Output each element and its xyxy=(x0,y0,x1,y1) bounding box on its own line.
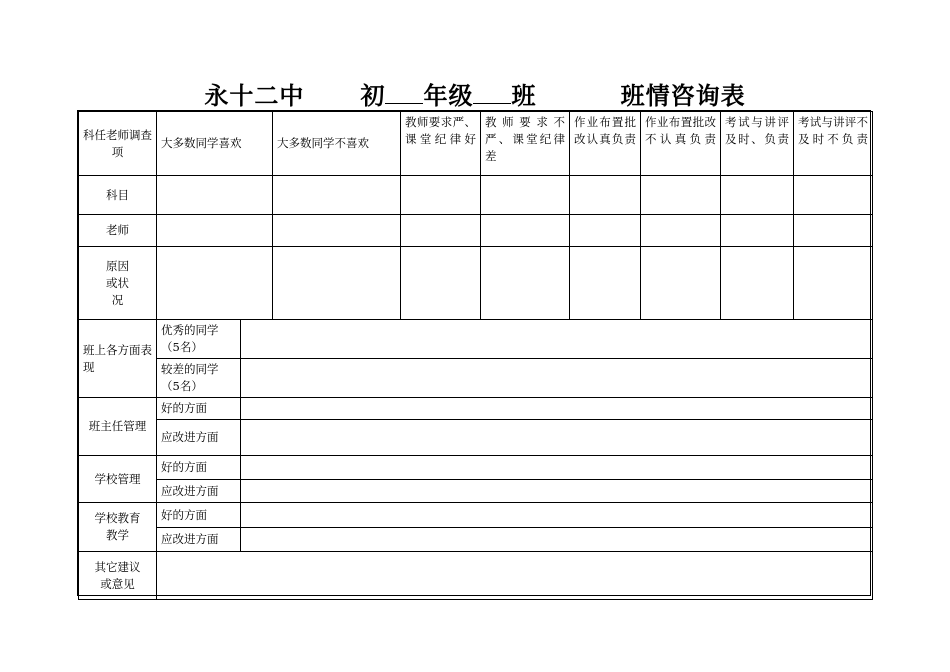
cell-input[interactable] xyxy=(481,176,570,215)
col-header-like: 大多数同学喜欢 xyxy=(157,112,273,176)
row-label-reason: 原因或状况 xyxy=(79,247,157,320)
cell-input[interactable] xyxy=(721,215,794,247)
cell-input[interactable] xyxy=(641,176,721,215)
answer-field[interactable] xyxy=(241,398,873,420)
school-edu-row-improve xyxy=(79,528,873,552)
cell-input[interactable] xyxy=(273,215,401,247)
cell-input[interactable] xyxy=(157,215,273,247)
col-header-exam-poor: 考试与讲评不及时不负责 xyxy=(794,112,873,176)
other-row xyxy=(79,552,873,600)
school-mgmt-row-improve xyxy=(79,480,873,503)
school-mgmt-row-good xyxy=(79,456,873,480)
answer-field[interactable] xyxy=(241,503,873,528)
header-row xyxy=(79,112,873,176)
section-label-school-edu: 学校教育教学 xyxy=(79,503,157,552)
answer-field[interactable] xyxy=(157,552,873,600)
section-label-school-mgmt: 学校管理 xyxy=(79,456,157,503)
sub-label-good: 好的方面 xyxy=(157,456,241,480)
col-header-lax: 教师要求不严、课堂纪律差 xyxy=(481,112,570,176)
cell-input[interactable] xyxy=(721,176,794,215)
title-grade: 年级 xyxy=(423,82,474,110)
row-label-subject: 科目 xyxy=(79,176,157,215)
sub-label-good: 好的方面 xyxy=(157,503,241,528)
cell-input[interactable] xyxy=(401,176,481,215)
class-performance-row-poor xyxy=(79,359,873,398)
cell-input[interactable] xyxy=(401,215,481,247)
cell-input[interactable] xyxy=(794,247,873,320)
head-teacher-row-good xyxy=(79,398,873,420)
sub-label-good-students: 优秀的同学（5名） xyxy=(157,320,241,359)
sub-label-poor-students: 较差的同学（5名） xyxy=(157,359,241,398)
sub-label-improve: 应改进方面 xyxy=(157,528,241,552)
section-label-head-teacher: 班主任管理 xyxy=(79,398,157,456)
cell-input[interactable] xyxy=(401,247,481,320)
sub-label-good: 好的方面 xyxy=(157,398,241,420)
cell-input[interactable] xyxy=(641,215,721,247)
title-grade-prefix: 初 xyxy=(360,82,386,110)
cell-input[interactable] xyxy=(273,176,401,215)
cell-input[interactable] xyxy=(570,176,641,215)
title-class: 班 xyxy=(511,82,537,110)
answer-field[interactable] xyxy=(241,359,873,398)
row-label-teacher: 老师 xyxy=(79,215,157,247)
teacher-row xyxy=(79,215,873,247)
answer-field[interactable] xyxy=(241,480,873,503)
school-edu-row-good xyxy=(79,503,873,528)
cell-input[interactable] xyxy=(481,247,570,320)
col-header-homework-poor: 作业布置批改不认真负责 xyxy=(641,112,721,176)
sub-label-improve: 应改进方面 xyxy=(157,420,241,456)
cell-input[interactable] xyxy=(481,215,570,247)
cell-input[interactable] xyxy=(157,247,273,320)
inquiry-table xyxy=(77,110,871,596)
cell-input[interactable] xyxy=(273,247,401,320)
form-title xyxy=(0,76,950,111)
answer-field[interactable] xyxy=(241,528,873,552)
col-header-strict: 教师要求严、课堂纪律好 xyxy=(401,112,481,176)
head-teacher-row-improve xyxy=(79,420,873,456)
class-blank[interactable] xyxy=(473,81,511,104)
subject-row xyxy=(79,176,873,215)
cell-input[interactable] xyxy=(157,176,273,215)
cell-input[interactable] xyxy=(570,247,641,320)
answer-field[interactable] xyxy=(241,456,873,480)
answer-field[interactable] xyxy=(241,320,873,359)
class-performance-row-good xyxy=(79,320,873,359)
grade-blank[interactable] xyxy=(385,81,423,104)
section-label-class-performance: 班上各方面表现 xyxy=(79,320,157,398)
cell-input[interactable] xyxy=(794,215,873,247)
cell-input[interactable] xyxy=(794,176,873,215)
answer-field[interactable] xyxy=(241,420,873,456)
col-header-homework-good: 作业布置批改认真负责 xyxy=(570,112,641,176)
title-school: 永十二中 xyxy=(204,82,305,110)
title-form-name: 班情咨询表 xyxy=(620,82,746,110)
reason-row xyxy=(79,247,873,320)
section-label-other: 其它建议或意见 xyxy=(79,552,157,600)
cell-input[interactable] xyxy=(641,247,721,320)
sub-label-improve: 应改进方面 xyxy=(157,480,241,503)
corner-cell: 科任老师调查项 xyxy=(79,112,157,176)
cell-input[interactable] xyxy=(570,215,641,247)
col-header-dislike: 大多数同学不喜欢 xyxy=(273,112,401,176)
cell-input[interactable] xyxy=(721,247,794,320)
col-header-exam-good: 考试与讲评及时、负责 xyxy=(721,112,794,176)
